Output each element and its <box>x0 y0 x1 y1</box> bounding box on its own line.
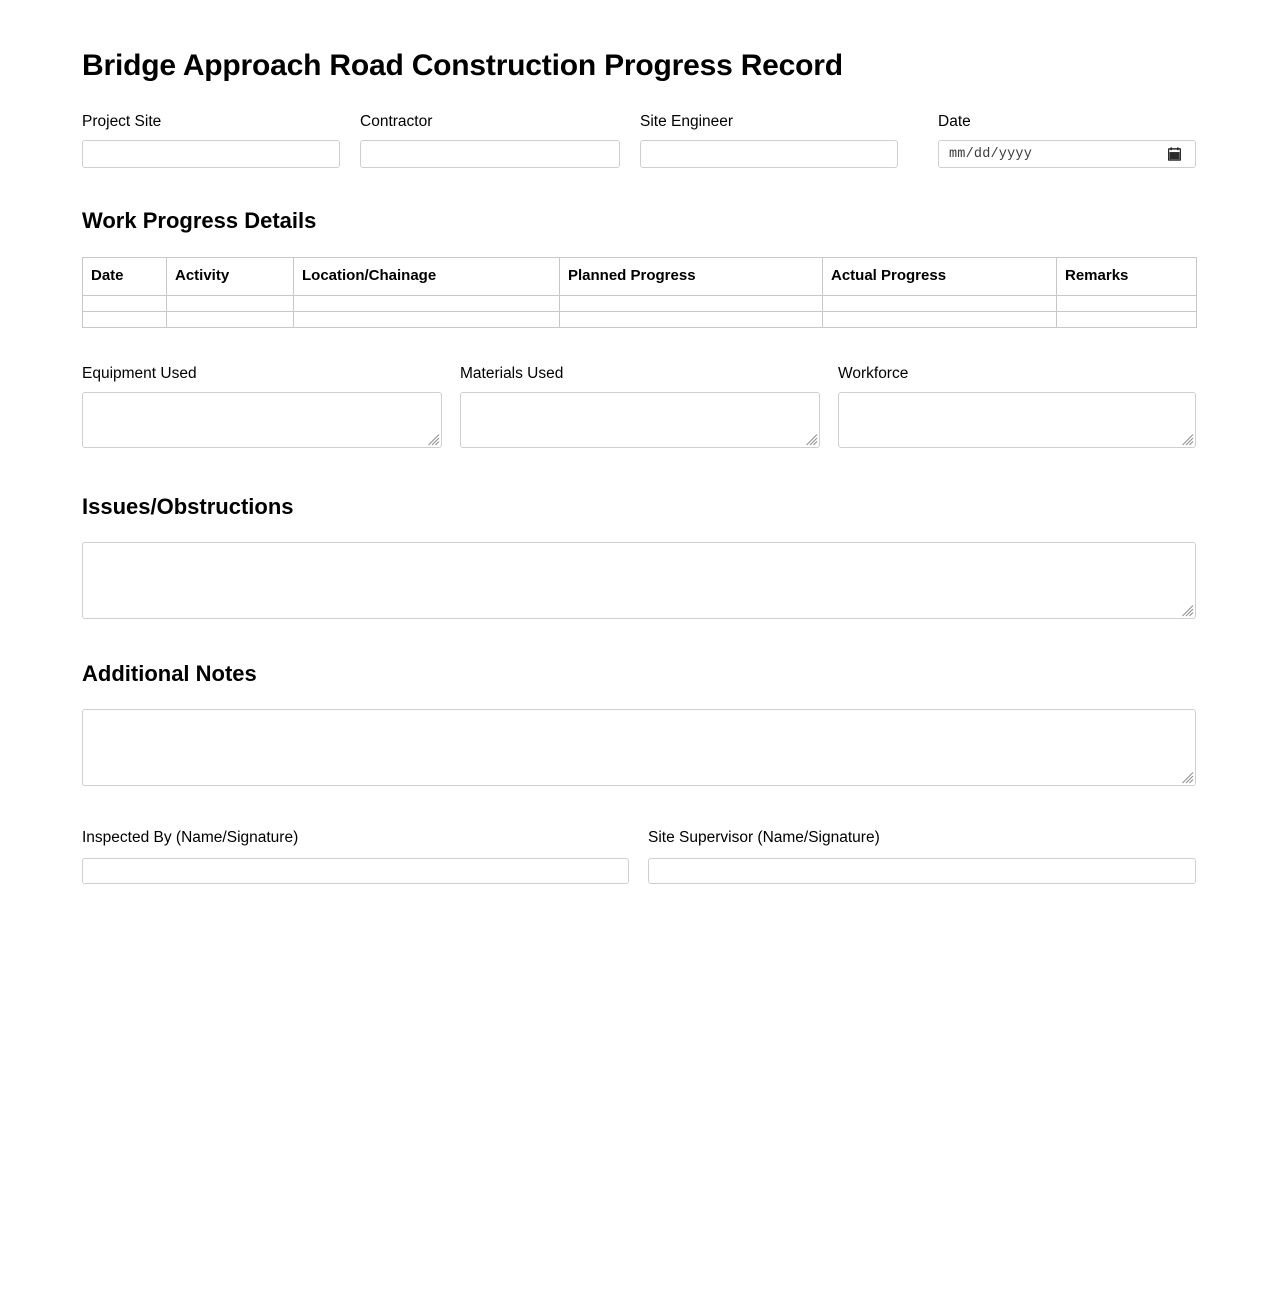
workforce-label: Workforce <box>838 364 909 382</box>
table-cell-remarks[interactable] <box>1057 311 1197 327</box>
field-equipment-used <box>82 364 442 448</box>
field-site-engineer <box>640 112 898 168</box>
additional-notes-textarea[interactable] <box>82 709 1196 786</box>
work-progress-table <box>82 257 1197 328</box>
site-engineer-label: Site Engineer <box>639 113 734 130</box>
field-date <box>938 112 1196 168</box>
inspected-by-input[interactable] <box>82 858 629 884</box>
calendar-icon[interactable] <box>1168 147 1181 161</box>
table-cell-date[interactable] <box>83 311 167 327</box>
table-cell-location[interactable] <box>294 311 560 327</box>
additional-notes-heading: Additional Notes <box>82 661 257 687</box>
table-header-row <box>83 257 1197 295</box>
table-cell-date[interactable] <box>83 295 167 311</box>
table-cell-actual[interactable] <box>823 311 1057 327</box>
table-cell-activity[interactable] <box>167 295 294 311</box>
table-cell-planned[interactable] <box>560 295 823 311</box>
equipment-used-textarea[interactable] <box>82 392 442 448</box>
table-cell-actual[interactable] <box>823 295 1057 311</box>
issues-obstructions-heading: Issues/Obstructions <box>82 493 294 519</box>
equipment-used-label: Equipment Used <box>82 364 197 382</box>
table-row[interactable] <box>83 295 1197 311</box>
resize-handle-icon[interactable] <box>1181 604 1194 617</box>
project-site-label: Project Site <box>82 113 162 130</box>
work-progress-heading: Work Progress Details <box>82 208 317 234</box>
signature-fields-row <box>82 828 1196 883</box>
table-cell-activity[interactable] <box>167 311 294 327</box>
resize-handle-icon[interactable] <box>805 433 818 446</box>
section-issues-obstructions <box>82 494 1196 619</box>
field-site-supervisor <box>648 828 1196 883</box>
resource-fields-row <box>82 364 1196 448</box>
column-header-date: Date <box>83 257 167 295</box>
column-header-location: Location/Chainage <box>294 257 560 295</box>
site-engineer-input[interactable] <box>640 140 898 168</box>
column-header-remarks: Remarks <box>1057 257 1197 295</box>
project-site-input[interactable] <box>82 140 340 168</box>
contractor-label: Contractor <box>360 113 433 130</box>
contractor-input[interactable] <box>360 140 620 168</box>
table-cell-planned[interactable] <box>560 311 823 327</box>
header-fields-row <box>82 112 1196 168</box>
table-cell-remarks[interactable] <box>1057 295 1197 311</box>
field-inspected-by <box>82 828 629 883</box>
site-supervisor-input[interactable] <box>648 858 1196 884</box>
resize-handle-icon[interactable] <box>1181 771 1194 784</box>
issues-obstructions-textarea[interactable] <box>82 542 1196 619</box>
materials-used-label: Materials Used <box>460 364 564 382</box>
inspected-by-label: Inspected By (Name/Signature) <box>82 829 299 847</box>
date-placeholder-text: mm/dd/yyyy <box>949 146 1033 162</box>
date-input[interactable] <box>938 140 1196 168</box>
page-title: Bridge Approach Road Construction Progress Record <box>82 49 843 82</box>
field-contractor <box>360 112 620 168</box>
field-project-site <box>82 112 340 168</box>
date-label: Date <box>938 113 971 130</box>
field-materials-used <box>460 364 820 448</box>
section-additional-notes <box>82 661 1196 786</box>
column-header-planned: Planned Progress <box>560 257 823 295</box>
workforce-textarea[interactable] <box>838 392 1196 448</box>
table-cell-location[interactable] <box>294 295 560 311</box>
resize-handle-icon[interactable] <box>427 433 440 446</box>
site-supervisor-label: Site Supervisor (Name/Signature) <box>648 829 880 847</box>
resize-handle-icon[interactable] <box>1181 433 1194 446</box>
table-row[interactable] <box>83 311 1197 327</box>
field-workforce <box>838 364 1196 448</box>
materials-used-textarea[interactable] <box>460 392 820 448</box>
column-header-activity: Activity <box>167 257 294 295</box>
column-header-actual: Actual Progress <box>823 257 1057 295</box>
